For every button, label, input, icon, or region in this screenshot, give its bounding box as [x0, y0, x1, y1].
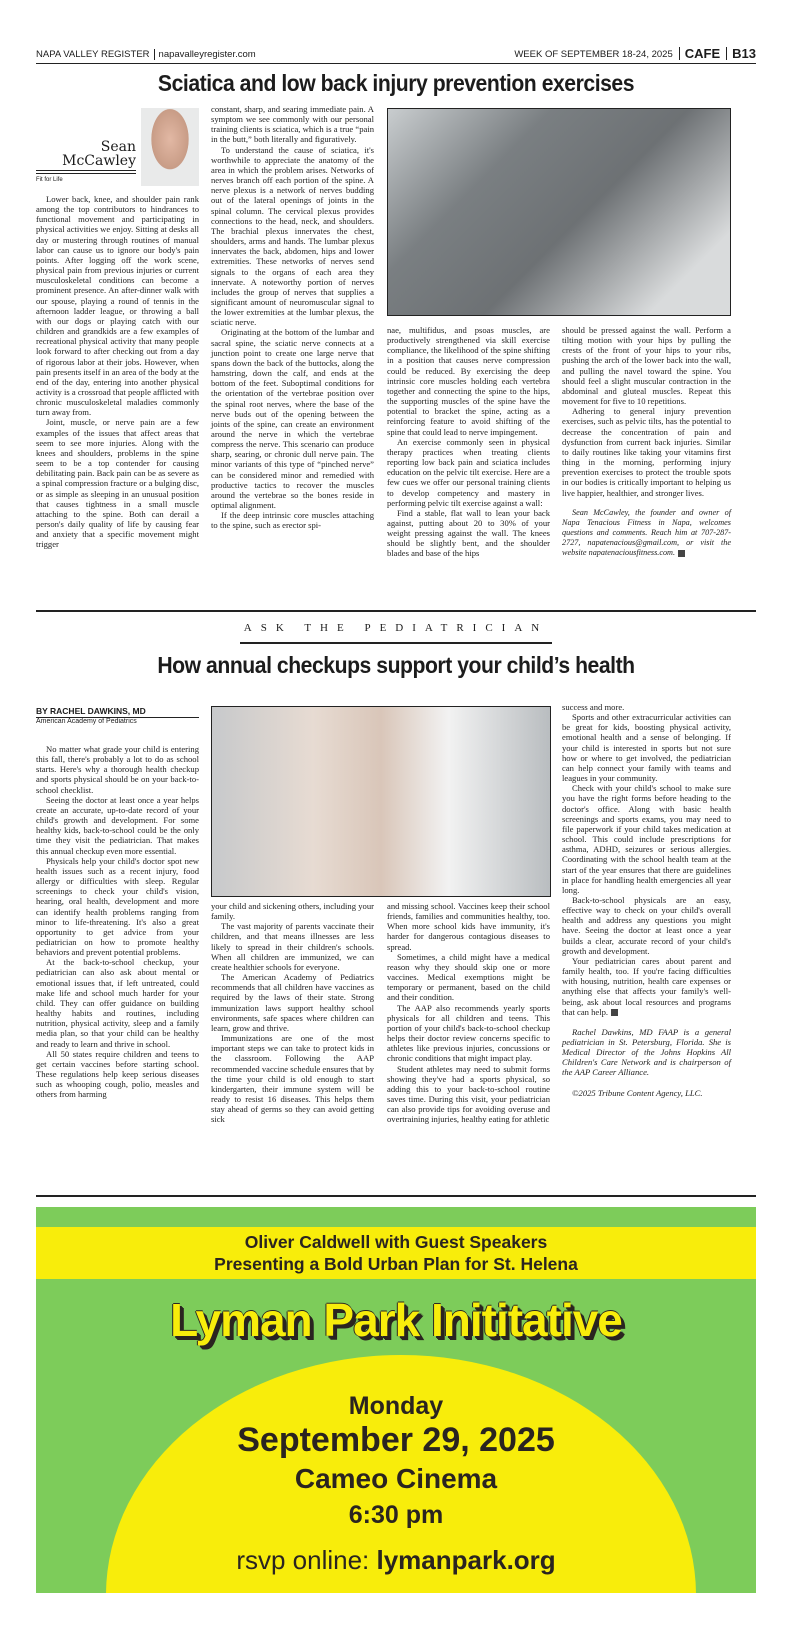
article1-column-1: Lower back, knee, and shoulder pain rank among the top contributors to hindrances to functional movement and participating in physical activities we enjoy. Sitting at desks all day or mustering through routines of manual labor can cause us to ignore our body's pain points. After logging off the work scene, physical pain from previous injuries or current musculoskeletal conditions can become a prominent presence. An after-dinner walk with our spouse, playing a round of tennis in the afternoon ladder league, or throwing a ball with our dogs or playing catch with our children and grandkids are a few examples of recreational physical activity that many people look forward to after checking out from a day of rigorous labor at their jobs. However, when pain presents itself in an area of the body at the end of the day, entering into another physical activity is a crossroad that people afflicted with chronic musculoskeletal maladies commonly turn away from. Joint, muscle, or nerve pain are a few examples of the issues that affect areas that seem to see more injuries. Along with the knees and shoulders, problems in the spine seem to be a top contender for causing debilitating pain. Back pain can be as severe as a spinal compression fracture or a bulging disc, or as simple as sleeping in an unusual position that causes tightness in a small muscle attaching to the spine. Both can derail a person's daily quality of life by causing fear and anxiety that a specific movement might trigger: [36, 194, 199, 550]
ad-title: Lyman Park Inititative: [170, 1294, 622, 1346]
article2-bio: Rachel Dawkins, MD FAAP is a general pediatrician in St. Petersburg, Florida. She is Medical Director of the Johns Hopkins All Children's Care Network and is chairperson of the AAP Career Alliance.: [562, 1026, 731, 1078]
ad-rsvp: [36, 1545, 756, 1576]
kicker-rule: [240, 642, 552, 644]
ad-presenter-line: Oliver Caldwell with Guest Speakers: [244, 1232, 548, 1252]
section-name: CAFE: [679, 47, 720, 60]
byline-affiliation: American Academy of Pediatrics: [36, 718, 137, 725]
back-pain-photo: [387, 108, 731, 316]
article2-column-4: success and more. Sports and other extracurricular activities can be great for kids, boosting physical activity, emotional health and a sense of belonging. If your child is interested in sports but not sure how or where to get involved, the pediatrician can help connect your family with teams and leagues in your community. Check with your child's school to make sure you have the right forms before heading to the doctor's office. Along with basic health screenings and sports exams, you may need to file paperwork if your child takes medication at school. This could include prescriptions for asthma, ADHD, seizures or serious allergies. Coordinating with the school health team at the start of the year ensures that there are guidelines in place for handling health emergencies all year long. Back-to-school physicals are an easy, effective way to check on your child's overall health and address any questions you might have. Seeing the doctor at least once a year builds a clear, accurate record of your child's growth and development. Your pediatrician cares about parent and family health, too. If you're facing difficulties with housing, nutrition, health care expenses or anything else that affects your family's well-being, ask about local resources and programs that can help. Rachel Dawkins, MD FAAP is a general pediatrician in St. Petersburg, Florida. She is Medical Director of the Johns Hopkins All Children's Care Network and is chairperson of the AAP Career Alliance. ©2025 Tribune Content Agency, LLC.: [562, 702, 731, 1098]
website-link[interactable]: napavalleyregister.com: [158, 49, 256, 60]
section-divider: [36, 610, 756, 612]
issue-week: WEEK OF SEPTEMBER 18-24, 2025: [514, 49, 673, 60]
byline-author: BY RACHEL DAWKINS, MD: [36, 706, 146, 716]
event-advertisement: [36, 1207, 756, 1593]
ad-date: September 29, 2025: [237, 1421, 555, 1459]
article1-bio: Sean McCawley, the founder and owner of Napa Tenacious Fitness in Napa, welcomes questions and comments. Reach him at 707-287-2727, napatenacious@gmail.com, or visit the website napatenaciousfitness.com.: [562, 507, 731, 558]
article2-column-1: No matter what grade your child is entering this fall, there's probably a lot to do as school starts. Here's why a thorough health checkup and sports physical should be on your back-to-school checklist. Seeing the doctor at least once a year helps create an accurate, up-to-date record of your child's growth and development. For some healthy kids, back-to-school could be the only time they visit the pediatrician. That makes this annual checkup even more essential. Physicals help your child's doctor spot new health issues such as a recent injury, food allergy or difficulties with sleep. Regular screenings to check your child's vision, hearing, oral health, development and more can identify health problems ranging from minor to life-threatening. It's also a great opportunity to get advice from your pediatrician on how to promote healthy behaviors and prevent potential problems. At the back-to-school checkup, your pediatrician can also ask about mental or emotional issues that, if left untreated, could make life and school much harder for your child. They can offer guidance on building healthy habits and routines, including nutrition, physical activity, sleep and a family media plan, so that your child can be healthy and ready to learn and thrive in school. All 50 states require children and teens to get certain vaccines before starting school. These regulations help keep serious diseases such as whooping cough, polio, measles and others from harming: [36, 744, 199, 1100]
article2-headline: How annual checkups support your child’s health: [157, 652, 635, 678]
author-last-name: McCawley: [62, 153, 136, 169]
publication-name: NAPA VALLEY REGISTER: [36, 49, 150, 60]
ad-banner: [36, 1227, 756, 1279]
end-mark-icon: [611, 1009, 618, 1016]
article1-column-2: constant, sharp, and searing immediate pain. A symptom we see commonly with our personal training clients is sciatica, which is a true “pain in the butt,” both literally and figuratively. To understand the cause of sciatica, it's worthwhile to appreciate the anatomy of the area in which the problem arises. Networks of nerves branch off each portion of the spine. A nerve plexus is a network of nerves budding out of the lateral openings of joints in the spinal column. The cervical plexus provides connections to the head, neck, and shoulders. The brachial plexus innervates the chest, shoulders, arms and hands. The lumbar plexus innervates the back, abdomen, hips and lower extremities. These networks of nerves send signals to the organs of each area they innervate. A noteworthy portion of nerves includes the group of nerves that supplies a significant amount of neuromuscular signal to the lower extremities at the lumbar plexus, the sciatic nerve. Originating at the bottom of the lumbar and sacral spine, the sciatic nerve connects at a junction point to create one large nerve that spans down the back of the buttocks, along the hamstring, down the calf, and ends at the bottom of the feet. Suboptimal conditions for the orientation of the vertebrae position over the spinal root nerves, where the base of the nerve buds out of the opening between the joints of the spine, can create an environment around the nerve in which the vertebrae compress the nerve. This scenario can produce sharp, searing, or chronic dull nerve pain. The minor variants of this type of “pinched nerve” can be considered minor and remedied with productive tactics to recover the muscles around the vertebrae so the bones reside in optimal alignment. If the deep intrinsic core muscles attaching to the spine, such as erector spi-: [211, 104, 374, 531]
column-name: Fit for Life: [36, 177, 63, 183]
ad-time: 6:30 pm: [348, 1501, 444, 1529]
rsvp-label: rsvp online:: [236, 1545, 377, 1575]
article2-column-2: your child and sickening others, including your family. The vast majority of parents vaccinate their children, and that means illnesses are less likely to spread in their children's schools. When all children are immunized, we can create healthier schools for everyone. The American Academy of Pediatrics recommends that all children have vaccines as required by the laws of their state. Strong immunization laws support healthy school environments, safe spaces where children can learn, grow and thrive. Immunizations are one of the most important steps we can take to protect kids in the classroom. Following the AAP recommended vaccine schedule ensures that by the time your child is old enough to start kindergarten, their immune system will be ready to resist 16 diseases. This helps them stay ahead of germs so they can avoid getting sick: [211, 901, 374, 1125]
ad-subtitle-line: Presenting a Bold Urban Plan for St. Helena: [214, 1254, 578, 1274]
ad-day: Monday: [348, 1392, 444, 1420]
page-number: B13: [726, 47, 756, 60]
article2-column-3: and missing school. Vaccines keep their school friends, families and communities healthy, too. When more school kids have immunity, it's harder for dangerous contagious diseases to spread. Sometimes, a child might have a medical reason why they should skip one or more vaccines. Medical exemptions might be temporary or permanent, based on the child and their condition. The AAP also recommends yearly sports physicals for all children and teens. This portion of your child's back-to-school checkup helps their doctor review concerns specific to athletes like previous injuries, concussions or chronic conditions that might impact play. Student athletes may need to submit forms showing they've had a sports physical, so adding this to your back-to-school routine saves time. During this visit, your pediatrician can also provide tips for avoiding overuse and overtraining injuries, healthy eating for athletic: [387, 901, 550, 1125]
ad-venue: Cameo Cinema: [294, 1463, 498, 1494]
ad-divider: [36, 1195, 756, 1197]
rsvp-link[interactable]: lymanpark.org: [376, 1545, 556, 1575]
author-byline: [36, 140, 136, 183]
author-photo: [141, 108, 199, 186]
copyright: ©2025 Tribune Content Agency, LLC.: [572, 1087, 703, 1098]
article1-column-3: nae, multifidus, and psoas muscles, are productively strengthened via skill exercise compliance, the likelihood of the spine shifting in a position that causes nerve compression could be reduced. By exercising the deep intrinsic core muscles holding each vertebra together and connecting the spine to the hips, the supporting muscles of the spine have the potential to bracket the spine, acting as a reinforcing feature to avoid shifting of the spine that could lead to nerve impingement. An exercise commonly seen in physical therapy practices when treating clients reporting low back pain and sciatica includes education on the pelvic tilt exercise. Here are a few cues we offer our personal training clients to develop competency and mastery in performing pelvic tilt exercise against a wall: Find a stable, flat wall to lean your back against, putting about 20 to 30% of your weight pressing against the wall. The knees should be slightly bent, and the shoulder blades and base of the hips: [387, 325, 550, 559]
author-first-name: Sean: [100, 139, 136, 155]
pediatrician-photo: [211, 706, 551, 897]
article2-byline: [36, 706, 199, 725]
end-mark-icon: [678, 550, 685, 557]
article1-column-4: should be pressed against the wall. Perform a tilting motion with your hips by pulling the crests of the front of your hips to your ribs, pushing the arch of the lower back into the wall, and pulling the navel toward the spine. You should feel a slight muscular contraction in the abdominal and gluteal muscles. Repeat this movement for five to 10 repetitions. Adhering to general injury prevention exercises, such as pelvic tilts, has the potential to decrease the concentration of pain and dysfunction from current back injuries. Similar to daily routines like taking your vitamins first thing in the morning, performing injury prevention exercises to protect the trouble spots in our bodies is critically important to helping us live happier, healthier, and stronger lives. Sean McCawley, the founder and owner of Napa Tenacious Fitness in Napa, welcomes questions and comments. Reach him at 707-287-2727, napatenacious@gmail.com, or visit the website napatenaciousfitness.com.: [562, 325, 731, 558]
column-kicker: ASK THE PEDIATRICIAN: [243, 622, 549, 634]
article1-headline: Sciatica and low back injury prevention exercises: [157, 70, 635, 96]
masthead: [36, 46, 756, 64]
